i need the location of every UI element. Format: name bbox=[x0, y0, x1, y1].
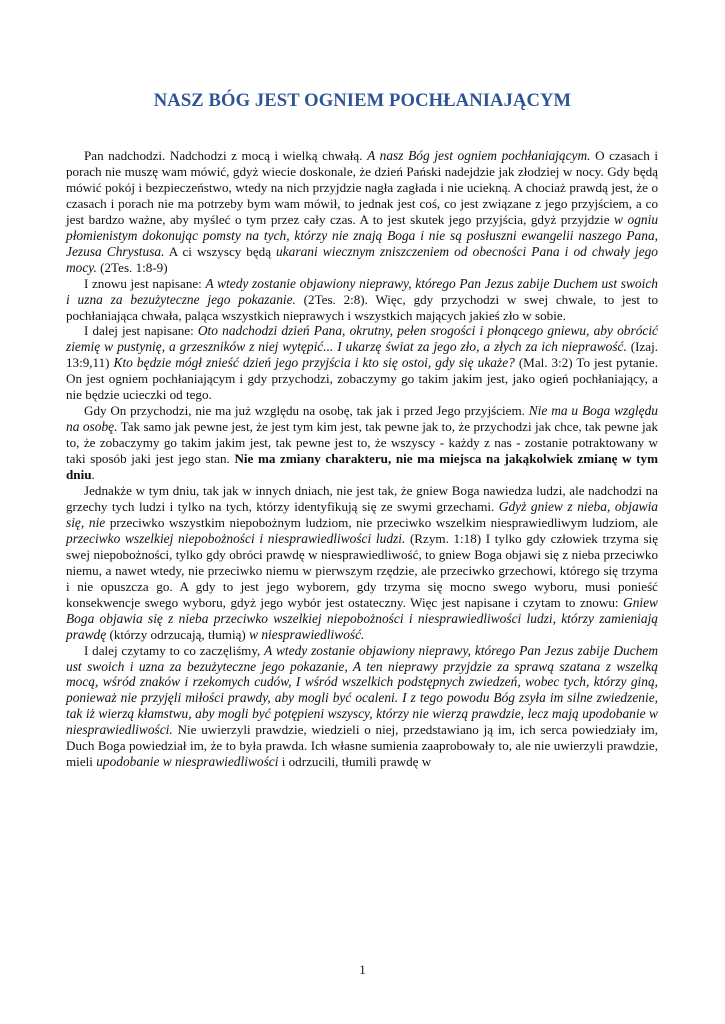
italic-quote: A nasz Bóg jest ogniem pochłaniającym. bbox=[367, 148, 591, 163]
text-run: (którzy odrzucają, tłumią) bbox=[106, 626, 250, 642]
text-run: (Mal. 3:2) To jest pytanie. On jest ogniem pochłaniającym i gdy przychodzi, zobaczymy go takim jakim jest, jako ogień pochłaniający, a nie będzie ucieczki od tego. bbox=[66, 355, 658, 403]
text-run: I znowu jest napisane: bbox=[84, 275, 206, 291]
text-run: Nie uwierzyli prawdzie, wiedzieli o niej, przedstawiano ją im, ich serca powiedziały im, Duch Boga powiedział im, że to była prawda. Ich własne sumienia zaaprobowały to, ale nie uwierzyli prawdzie, mieli bbox=[66, 722, 658, 770]
italic-quote: Nie ma u Boga względu na osobę. bbox=[66, 403, 658, 435]
italic-quote: Kto będzie mógł znieść dzień jego przyjścia i kto się ostoi, gdy się ukaże? bbox=[113, 355, 515, 371]
text-run: (2Tes. 2:8). Więc, gdy przychodzi w swej chwale, to jest to pochłaniająca chwała, paląca wszystkich nieprawych i wszystkich mających jakieś zło w sobie. bbox=[66, 291, 659, 323]
text-run: . bbox=[91, 467, 95, 483]
paragraph bbox=[66, 276, 658, 324]
italic-quote: Gniew Boga objawia się z nieba przeciwko wszelkiej niepobożności i niesprawiedliwości ludzi, którzy zamieniają prawdę bbox=[66, 594, 658, 642]
text-run: I dalej jest napisane: bbox=[84, 323, 198, 339]
italic-quote: w ogniu płomienistym dokonując pomsty na tych, którzy nie znają Boga i nie są posłuszni ewangelii naszego Pana, Jezusa Chrystusa. bbox=[66, 211, 659, 259]
italic-quote: Gdyż gniew z nieba, objawia się, nie bbox=[66, 498, 658, 530]
text-run: O czasach i porach nie muszę wam mówić, gdyż wiecie doskonale, że dzień Pański nadejdzie jak złodziej w nocy. Gdy będą mówić pokój i bezpieczeństwo, wtedy na nich przyjdzie nagła zagłada i nie uciekną. A chociaż prawdą jest, że o czasach i porach nie ma potrzeby bym wam mówił, to jednak jest coś, co jest związane z jego przyjściem, a co jest bardzo ważne, aby myśleć o tym przez cały czas. A to jest skutek jego przyjścia, gdyż przyjdzie bbox=[66, 148, 659, 227]
italic-quote: A wtedy zostanie objawiony nieprawy, którego Pan Jezus zabije Duchem ust swoich i uzna za bezużyteczne jego pokazanie, A ten nieprawy przyjdzie za sprawą szatana z wszelką mocą, wśród znaków i rzekomych cudów, I wśród wszelkich podstępnych zwiedzeń, wobec tych, którzy giną, ponieważ nie przyjęli miłości prawdy, aby mogli być ocaleni. I z tego powodu Bóg zsyła im silne zwiedzenie, tak iż wierzą kłamstwu, aby mogli być potępieni wszyscy, którzy nie wierzą prawdzie, lecz mają upodobanie w niesprawiedliwości. bbox=[66, 642, 658, 738]
text-run: Pan nadchodzi. Nadchodzi z mocą i wielką chwałą. bbox=[84, 148, 368, 163]
text-run: Jednakże w tym dniu, tak jak w innych dniach, nie jest tak, że gniew Boga nawiedza ludzi, ale nadchodzi na grzechy tych ludzi i tylko na tych, którzy identyfikują się ze swymi grzechami. bbox=[66, 483, 658, 514]
text-run: i odrzucili, tłumili prawdę w bbox=[278, 754, 432, 770]
text-run: przeciwko wszystkim niepobożnym ludziom, nie przeciwko wszelkim niesprawiedliwym ludziom, ale bbox=[105, 514, 658, 530]
text-run: A ci wszyscy będą bbox=[164, 243, 277, 259]
paragraph bbox=[66, 323, 658, 403]
text-run: (Rzym. 1:18) I tylko gdy człowiek trzyma się swej niepobożności, tylko gdy obróci prawdę w niesprawiedliwość, to gniew Boga objawi się z nieba przeciwko niemu, a nawet wtedy, nie przeciwko niemu w pierwszym rzędzie, ale przeciwko grzechowi, którego się trzyma i nie opuszcza go. A gdy to jest jego wyborem, gdy trzyma się mocno swego wyboru, musi ponieść konsekwencje swego wyboru, gdyż jego wybór jest ostateczny. Więc jest napisane i czytam to znowu: bbox=[66, 530, 658, 610]
italic-quote: w niesprawiedliwość. bbox=[249, 626, 365, 642]
bold-text: Nie ma zmiany charakteru, nie ma miejsca na jakąkolwiek zmianę w tym dniu bbox=[66, 451, 658, 483]
paragraph bbox=[66, 403, 658, 483]
italic-quote: Oto nadchodzi dzień Pana, okrutny, pełen srogości i płonącego gniewu, aby obrócić ziemię w pustynię, a grzeszników z niej wytępić... I ukarzę świat za jego zło, a złych za ich nieprawość. bbox=[66, 323, 659, 355]
text-run: I dalej czytamy to co zaczęliśmy, bbox=[84, 642, 265, 658]
document-body bbox=[66, 148, 658, 770]
paragraph bbox=[66, 148, 658, 276]
italic-quote: przeciwko wszelkiej niepobożności i niesprawiedliwości ludzi. bbox=[66, 530, 406, 546]
paragraph bbox=[66, 483, 658, 643]
page-title: NASZ BÓG JEST OGNIEM POCHŁANIAJĄCYM bbox=[153, 90, 572, 111]
italic-quote: ukarani wiecznym zniszczeniem od obecności Pana i od chwały jego mocy. bbox=[66, 243, 658, 275]
paragraph bbox=[66, 643, 658, 771]
page-number: 1 bbox=[359, 962, 366, 977]
text-run: Tak samo jak pewne jest, że jest tym kim jest, tak pewne jak to, że przychodzi jak chce, tak pewne jak to, że zobaczymy go takim jakim jest, tak pewne jest to, że wszyscy - każdy z nas - zostanie potraktowany w taki sposób jaki jest jego stan. bbox=[66, 419, 659, 467]
italic-quote: upodobanie w niesprawiedliwości bbox=[96, 754, 279, 770]
text-run: Gdy On przychodzi, nie ma już względu na osobę, tak jak i przed Jego przyjściem. bbox=[84, 403, 529, 419]
text-run: (Izaj. 13:9,11) bbox=[66, 339, 659, 371]
text-run: (2Tes. 1:8-9) bbox=[96, 259, 168, 275]
italic-quote: A wtedy zostanie objawiony nieprawy, którego Pan Jezus zabije Duchem ust swoich i uzna za bezużyteczne jego pokazanie. bbox=[66, 275, 658, 307]
